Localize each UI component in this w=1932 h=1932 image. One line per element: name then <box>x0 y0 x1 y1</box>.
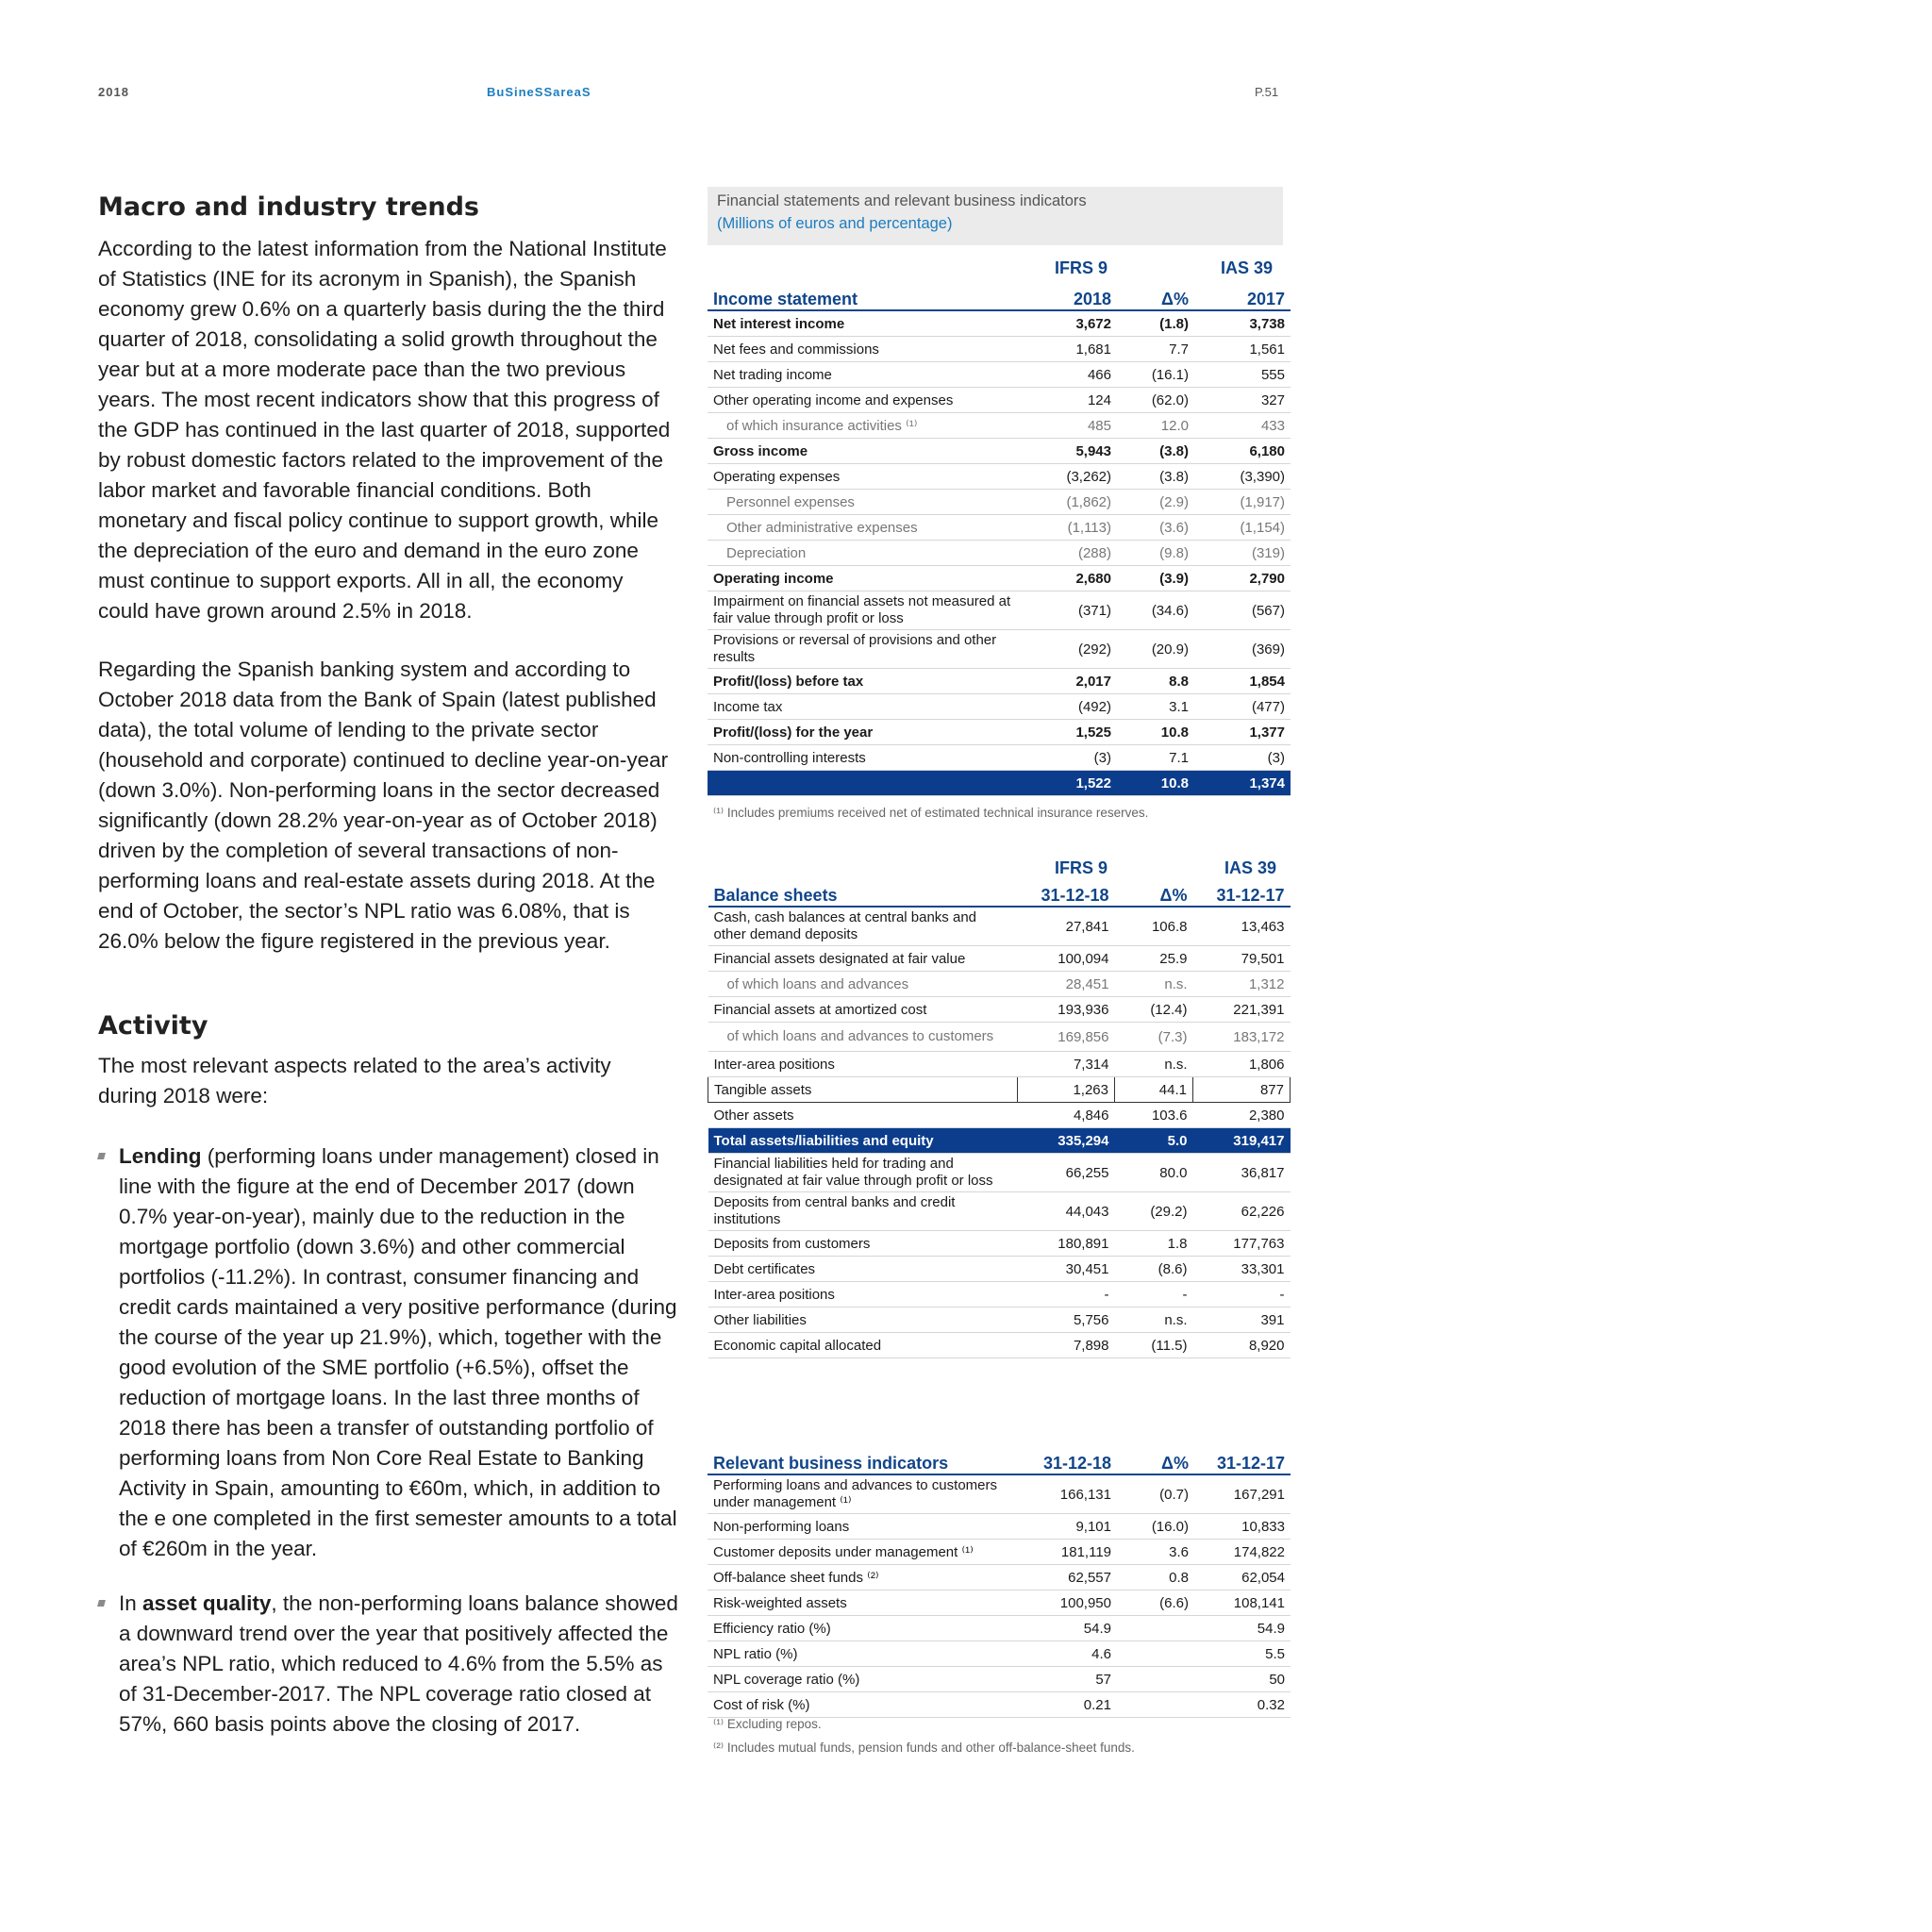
row-label: Depreciation <box>708 541 1021 566</box>
row-value-change: (16.1) <box>1117 362 1194 388</box>
macro-title: Macro and industry trends <box>98 192 479 222</box>
row-value-current: 27,841 <box>1018 907 1115 946</box>
row-label: Other administrative expenses <box>708 515 1021 541</box>
row-value-change: (6.6) <box>1117 1591 1194 1616</box>
row-value-change <box>1117 1692 1194 1718</box>
row-value-current: 0.21 <box>1021 1692 1117 1718</box>
table-row <box>708 720 1291 745</box>
table-row <box>708 362 1291 388</box>
row-value-change: 3.1 <box>1117 694 1194 720</box>
row-value-prior: 555 <box>1194 362 1291 388</box>
row-value-change: 7.1 <box>1117 745 1194 771</box>
row-label: Profit/(loss) before tax <box>708 669 1021 694</box>
table-row <box>708 1474 1291 1514</box>
row-label: Economic capital allocated <box>708 1333 1018 1358</box>
macro-section <box>98 192 674 222</box>
row-label: Operating income <box>708 566 1021 591</box>
row-value-current: (492) <box>1021 694 1117 720</box>
income-standard-ifrs9: IFRS 9 <box>1055 258 1108 277</box>
indicators-header-row <box>708 1449 1291 1474</box>
row-value-change: (8.6) <box>1115 1257 1193 1282</box>
table-row <box>708 1128 1291 1154</box>
row-label: Net trading income <box>708 362 1021 388</box>
income-header-label: Income statement <box>708 285 1021 310</box>
row-value-prior: 1,312 <box>1193 972 1291 997</box>
row-label: Risk-weighted assets <box>708 1591 1021 1616</box>
lending-text: (performing loans under management) closed in line with the figure at the end of December 2017 (down 0.7% year-on-year), mainly due to the reduction in the mortgage portfolio (down 3.6%) and other commercial portfolios (-11.2%). In contrast, consumer financing and credit cards maintained a very positive performance (during the course of the year up 21.9%), which, together with the good evolution of the SME portfolio (+6.5%), offset the reduction of mortgage loans. In the last three months of 2018 there has been a transfer of outstanding portfolio of performing loans from Non Core Real Estate to Banking Activity in Spain, amounting to €60m, which, in addition to the e one completed in the first semester amounts to a total of €260m in the year. <box>119 1144 677 1560</box>
income-header-delta: Δ% <box>1117 285 1194 310</box>
row-value-change: (20.9) <box>1117 630 1194 669</box>
row-value-prior: 433 <box>1194 413 1291 439</box>
income-header-row <box>708 285 1291 310</box>
row-value-change: 106.8 <box>1115 907 1193 946</box>
row-value-prior: 177,763 <box>1193 1231 1291 1257</box>
row-value-prior: 327 <box>1194 388 1291 413</box>
row-label: Profit/(loss) for the year <box>708 720 1021 745</box>
table-row <box>708 1154 1291 1192</box>
row-value-prior: 167,291 <box>1194 1474 1291 1514</box>
asset-quality-keyword: asset quality <box>142 1591 272 1615</box>
row-value-change: 10.8 <box>1117 771 1194 796</box>
macro-paragraph-1: According to the latest information from the National Institute of Statistics (INE for its acronym in Spanish), the Spanish economy grew 0.6% on a quarterly basis during the the third quarter of 2018, consolidating a solid growth throughout the year but at a more moderate pace than the two previous years. The most recent indicators show that this progress of the GDP has continued in the last quarter of 2018, supported by robust domestic factors related to the improvement of the labor market and favorable financial conditions. Both monetary and fiscal policy continue to support growth, while the depreciation of the euro and demand in the euro zone must continue to support exports. All in all, the economy could have grown around 2.5% in 2018. <box>98 237 671 623</box>
row-label: Efficiency ratio (%) <box>708 1616 1021 1641</box>
row-value-prior: 108,141 <box>1194 1591 1291 1616</box>
row-value-change: 3.6 <box>1117 1540 1194 1565</box>
row-value-change: (3.6) <box>1117 515 1194 541</box>
row-value-prior: 5.5 <box>1194 1641 1291 1667</box>
balance-standard-ias39: IAS 39 <box>1224 858 1277 877</box>
row-label: Gross income <box>708 439 1021 464</box>
table-row <box>708 1616 1291 1641</box>
balance-sheet-table <box>708 881 1291 1358</box>
indicators-footnote-2: ⁽²⁾ Includes mutual funds, pension funds and other off-balance-sheet funds. <box>713 1740 1135 1755</box>
table-row <box>708 1077 1291 1103</box>
row-value-change: n.s. <box>1115 972 1193 997</box>
row-value-current: 1,525 <box>1021 720 1117 745</box>
row-value-change: (34.6) <box>1117 591 1194 630</box>
row-label: NPL coverage ratio (%) <box>708 1667 1021 1692</box>
activity-intro: The most relevant aspects related to the area’s activity during 2018 were: <box>98 1054 611 1108</box>
row-value-prior: 50 <box>1194 1667 1291 1692</box>
row-label: Personnel expenses <box>708 490 1021 515</box>
row-value-change: - <box>1115 1282 1193 1307</box>
row-label: Performing loans and advances to customers under management ⁽¹⁾ <box>708 1474 1021 1514</box>
row-value-current: 7,314 <box>1018 1052 1115 1077</box>
table-row <box>708 1591 1291 1616</box>
row-value-current: 2,680 <box>1021 566 1117 591</box>
row-value-prior: 391 <box>1193 1307 1291 1333</box>
table-row <box>708 541 1291 566</box>
row-value-prior: 1,377 <box>1194 720 1291 745</box>
row-value-current: (1,862) <box>1021 490 1117 515</box>
row-value-prior: 62,054 <box>1194 1565 1291 1591</box>
row-value-prior: 2,790 <box>1194 566 1291 591</box>
row-label <box>708 771 1021 796</box>
row-value-current: 466 <box>1021 362 1117 388</box>
row-label: Deposits from central banks and credit institutions <box>708 1192 1018 1231</box>
row-value-current: (1,113) <box>1021 515 1117 541</box>
table-row <box>708 669 1291 694</box>
table-row <box>708 1023 1291 1052</box>
row-value-change: 0.8 <box>1117 1565 1194 1591</box>
row-value-current: - <box>1018 1282 1115 1307</box>
table-row <box>708 1667 1291 1692</box>
row-value-current: 5,943 <box>1021 439 1117 464</box>
row-label: Off-balance sheet funds ⁽²⁾ <box>708 1565 1021 1591</box>
balance-header-2018: 31-12-18 <box>1018 881 1115 907</box>
row-label: Non-performing loans <box>708 1514 1021 1540</box>
table-row <box>708 630 1291 669</box>
income-statement-table <box>708 285 1291 796</box>
row-value-current: 100,094 <box>1018 946 1115 972</box>
balance-header-2017: 31-12-17 <box>1193 881 1291 907</box>
row-value-prior: 1,806 <box>1193 1052 1291 1077</box>
row-value-prior: (567) <box>1194 591 1291 630</box>
row-value-prior: 2,380 <box>1193 1103 1291 1128</box>
row-value-current: 1,681 <box>1021 337 1117 362</box>
row-value-change: (11.5) <box>1115 1333 1193 1358</box>
table-row <box>708 388 1291 413</box>
table-row <box>708 566 1291 591</box>
table-row <box>708 1641 1291 1667</box>
activity-section <box>98 1011 674 1041</box>
row-value-current: 3,672 <box>1021 310 1117 337</box>
row-value-change <box>1117 1641 1194 1667</box>
row-value-change: (2.9) <box>1117 490 1194 515</box>
row-value-current: 169,856 <box>1018 1023 1115 1052</box>
table-row <box>708 907 1291 946</box>
income-footnote: ⁽¹⁾ Includes premiums received net of estimated technical insurance reserves. <box>713 806 1149 820</box>
row-value-current: 44,043 <box>1018 1192 1115 1231</box>
table-row <box>708 1540 1291 1565</box>
row-label: Operating expenses <box>708 464 1021 490</box>
lending-keyword: Lending <box>119 1144 202 1168</box>
balance-header-label: Balance sheets <box>708 881 1018 907</box>
row-value-prior: 13,463 <box>1193 907 1291 946</box>
bullet-lending <box>98 1141 683 1564</box>
row-value-change: (12.4) <box>1115 997 1193 1023</box>
row-value-change: (16.0) <box>1117 1514 1194 1540</box>
row-value-change: (0.7) <box>1117 1474 1194 1514</box>
row-value-current: 4,846 <box>1018 1103 1115 1128</box>
row-value-prior: 36,817 <box>1193 1154 1291 1192</box>
row-value-current: 5,756 <box>1018 1307 1115 1333</box>
header-section: BuSineSSareaS <box>487 85 591 99</box>
row-value-current: 66,255 <box>1018 1154 1115 1192</box>
row-value-prior: 6,180 <box>1194 439 1291 464</box>
table-row <box>708 997 1291 1023</box>
table-row <box>708 694 1291 720</box>
row-value-current: 485 <box>1021 413 1117 439</box>
table-row <box>708 1514 1291 1540</box>
row-value-prior: (477) <box>1194 694 1291 720</box>
row-value-current: 7,898 <box>1018 1333 1115 1358</box>
row-value-prior: 10,833 <box>1194 1514 1291 1540</box>
row-label: Non-controlling interests <box>708 745 1021 771</box>
table-row <box>708 771 1291 796</box>
table-row <box>708 946 1291 972</box>
table-row <box>708 1103 1291 1128</box>
table-row <box>708 591 1291 630</box>
row-label: Net interest income <box>708 310 1021 337</box>
row-value-prior: 0.32 <box>1194 1692 1291 1718</box>
income-header-2017: 2017 <box>1194 285 1291 310</box>
row-value-prior: 319,417 <box>1193 1128 1291 1154</box>
row-value-current: 30,451 <box>1018 1257 1115 1282</box>
row-value-prior: (1,917) <box>1194 490 1291 515</box>
table-row <box>708 1282 1291 1307</box>
row-label: of which loans and advances to customers <box>708 1023 1018 1052</box>
row-value-change: (29.2) <box>1115 1192 1193 1231</box>
table-row <box>708 1692 1291 1718</box>
row-value-prior: - <box>1193 1282 1291 1307</box>
row-value-prior: 3,738 <box>1194 310 1291 337</box>
asset-quality-text: , the non-performing loans balance showed a downward trend over the year that positively affected the area’s NPL ratio, which reduced to 4.6% from the 5.5% as of 31-December-2017. The NPL coverage ratio closed at 57%, 660 basis points above the closing of 2017. <box>119 1591 678 1736</box>
row-value-change: 1.8 <box>1115 1231 1193 1257</box>
row-value-current: 4.6 <box>1021 1641 1117 1667</box>
balance-header-row <box>708 881 1291 907</box>
table-row <box>708 1333 1291 1358</box>
bullet-asset-quality <box>98 1589 683 1740</box>
row-label: of which insurance activities ⁽¹⁾ <box>708 413 1021 439</box>
row-value-prior: 79,501 <box>1193 946 1291 972</box>
bullet-square-icon <box>97 1153 106 1159</box>
row-value-change: 8.8 <box>1117 669 1194 694</box>
row-value-current: 54.9 <box>1021 1616 1117 1641</box>
row-value-prior: (3,390) <box>1194 464 1291 490</box>
row-value-change: 80.0 <box>1115 1154 1193 1192</box>
table-row <box>708 1052 1291 1077</box>
row-label: Financial assets designated at fair value <box>708 946 1018 972</box>
bullet-square-icon <box>97 1600 106 1607</box>
row-value-change: 44.1 <box>1115 1077 1193 1103</box>
row-value-current: 2,017 <box>1021 669 1117 694</box>
row-value-prior: 62,226 <box>1193 1192 1291 1231</box>
row-value-current: 193,936 <box>1018 997 1115 1023</box>
row-label: Deposits from customers <box>708 1231 1018 1257</box>
row-value-current: 57 <box>1021 1667 1117 1692</box>
row-value-current: 166,131 <box>1021 1474 1117 1514</box>
row-label: Other assets <box>708 1103 1018 1128</box>
row-value-current: 100,950 <box>1021 1591 1117 1616</box>
row-value-prior: (3) <box>1194 745 1291 771</box>
row-value-prior: 221,391 <box>1193 997 1291 1023</box>
table-row <box>708 1307 1291 1333</box>
balance-header-delta: Δ% <box>1115 881 1193 907</box>
row-label: Total assets/liabilities and equity <box>708 1128 1018 1154</box>
row-value-prior: (369) <box>1194 630 1291 669</box>
row-label: Other liabilities <box>708 1307 1018 1333</box>
balance-standard-ifrs9: IFRS 9 <box>1055 858 1108 877</box>
row-value-prior: 8,920 <box>1193 1333 1291 1358</box>
row-value-current: 1,263 <box>1018 1077 1115 1103</box>
asset-quality-prefix: In <box>119 1591 143 1615</box>
row-value-change <box>1117 1667 1194 1692</box>
row-value-change: (3.9) <box>1117 566 1194 591</box>
header-year: 2018 <box>98 85 129 99</box>
row-value-change: (62.0) <box>1117 388 1194 413</box>
indicators-header-2018: 31-12-18 <box>1021 1449 1117 1474</box>
indicators-header-delta: Δ% <box>1117 1449 1194 1474</box>
row-value-prior: 54.9 <box>1194 1616 1291 1641</box>
row-value-change: (3.8) <box>1117 464 1194 490</box>
header-page-number: P.51 <box>1255 85 1279 99</box>
row-value-change: n.s. <box>1115 1307 1193 1333</box>
row-value-prior: 174,822 <box>1194 1540 1291 1565</box>
row-label: Cash, cash balances at central banks and other demand deposits <box>708 907 1018 946</box>
activity-title: Activity <box>98 1011 208 1041</box>
business-indicators-table <box>708 1449 1291 1718</box>
row-value-change: 7.7 <box>1117 337 1194 362</box>
row-label: Other operating income and expenses <box>708 388 1021 413</box>
row-value-prior: 1,374 <box>1194 771 1291 796</box>
row-value-prior: 33,301 <box>1193 1257 1291 1282</box>
row-value-change: (9.8) <box>1117 541 1194 566</box>
row-value-current: (371) <box>1021 591 1117 630</box>
table-row <box>708 972 1291 997</box>
row-value-change: n.s. <box>1115 1052 1193 1077</box>
row-value-current: 181,119 <box>1021 1540 1117 1565</box>
income-standard-ias39: IAS 39 <box>1221 258 1274 277</box>
row-value-prior: 1,854 <box>1194 669 1291 694</box>
row-value-current: 62,557 <box>1021 1565 1117 1591</box>
row-value-change: 103.6 <box>1115 1103 1193 1128</box>
row-value-current: 1,522 <box>1021 771 1117 796</box>
table-row <box>708 1565 1291 1591</box>
row-label: NPL ratio (%) <box>708 1641 1021 1667</box>
row-label: of which loans and advances <box>708 972 1018 997</box>
income-header-2018: 2018 <box>1021 285 1117 310</box>
row-value-current: (292) <box>1021 630 1117 669</box>
row-label: Financial assets at amortized cost <box>708 997 1018 1023</box>
row-label: Provisions or reversal of provisions and other results <box>708 630 1021 669</box>
table-row <box>708 515 1291 541</box>
indicators-header-2017: 31-12-17 <box>1194 1449 1291 1474</box>
row-value-current: 180,891 <box>1018 1231 1115 1257</box>
row-label: Net fees and commissions <box>708 337 1021 362</box>
row-label: Cost of risk (%) <box>708 1692 1021 1718</box>
row-value-change: 10.8 <box>1117 720 1194 745</box>
table-row <box>708 1231 1291 1257</box>
row-value-change <box>1117 1616 1194 1641</box>
row-value-prior: 877 <box>1193 1077 1291 1103</box>
row-value-current: 9,101 <box>1021 1514 1117 1540</box>
row-label: Inter-area positions <box>708 1052 1018 1077</box>
caption-subtitle: (Millions of euros and percentage) <box>717 215 953 232</box>
row-value-change: (1.8) <box>1117 310 1194 337</box>
table-row <box>708 413 1291 439</box>
table-row <box>708 1257 1291 1282</box>
row-label: Debt certificates <box>708 1257 1018 1282</box>
row-value-prior: 1,561 <box>1194 337 1291 362</box>
row-value-current: 124 <box>1021 388 1117 413</box>
table-row <box>708 310 1291 337</box>
row-label: Income tax <box>708 694 1021 720</box>
row-label: Customer deposits under management ⁽¹⁾ <box>708 1540 1021 1565</box>
row-value-change: (7.3) <box>1115 1023 1193 1052</box>
table-row <box>708 337 1291 362</box>
row-label: Impairment on financial assets not measured at fair value through profit or loss <box>708 591 1021 630</box>
table-row <box>708 1192 1291 1231</box>
row-value-prior: (1,154) <box>1194 515 1291 541</box>
row-value-current: (3) <box>1021 745 1117 771</box>
row-value-change: 12.0 <box>1117 413 1194 439</box>
row-label: Inter-area positions <box>708 1282 1018 1307</box>
row-value-current: (288) <box>1021 541 1117 566</box>
caption-title: Financial statements and relevant business indicators <box>717 192 1087 209</box>
macro-paragraph-2: Regarding the Spanish banking system and according to October 2018 data from the Bank of Spain (latest published data), the total volume of lending to the private sector (household and corporate) continued to decline year-on-year (down 3.0%). Non-performing loans in the sector decreased significantly (down 28.2% year-on-year as of October 2018) driven by the completion of several transactions of non-performing loans and real-estate assets during 2018. At the end of October, the sector’s NPL ratio was 6.08%, that is 26.0% below the figure registered in the previous year. <box>98 658 669 953</box>
row-value-change: 25.9 <box>1115 946 1193 972</box>
table-row <box>708 439 1291 464</box>
table-row <box>708 464 1291 490</box>
row-label: Tangible assets <box>708 1077 1018 1103</box>
row-value-prior: 183,172 <box>1193 1023 1291 1052</box>
indicators-footnote-1: ⁽¹⁾ Excluding repos. <box>713 1717 822 1731</box>
row-value-change: (3.8) <box>1117 439 1194 464</box>
table-row <box>708 745 1291 771</box>
row-value-current: (3,262) <box>1021 464 1117 490</box>
indicators-header-label: Relevant business indicators <box>708 1449 1021 1474</box>
table-row <box>708 490 1291 515</box>
row-value-current: 335,294 <box>1018 1128 1115 1154</box>
row-label: Financial liabilities held for trading and designated at fair value through profit or loss <box>708 1154 1018 1192</box>
row-value-change: 5.0 <box>1115 1128 1193 1154</box>
row-value-prior: (319) <box>1194 541 1291 566</box>
row-value-current: 28,451 <box>1018 972 1115 997</box>
